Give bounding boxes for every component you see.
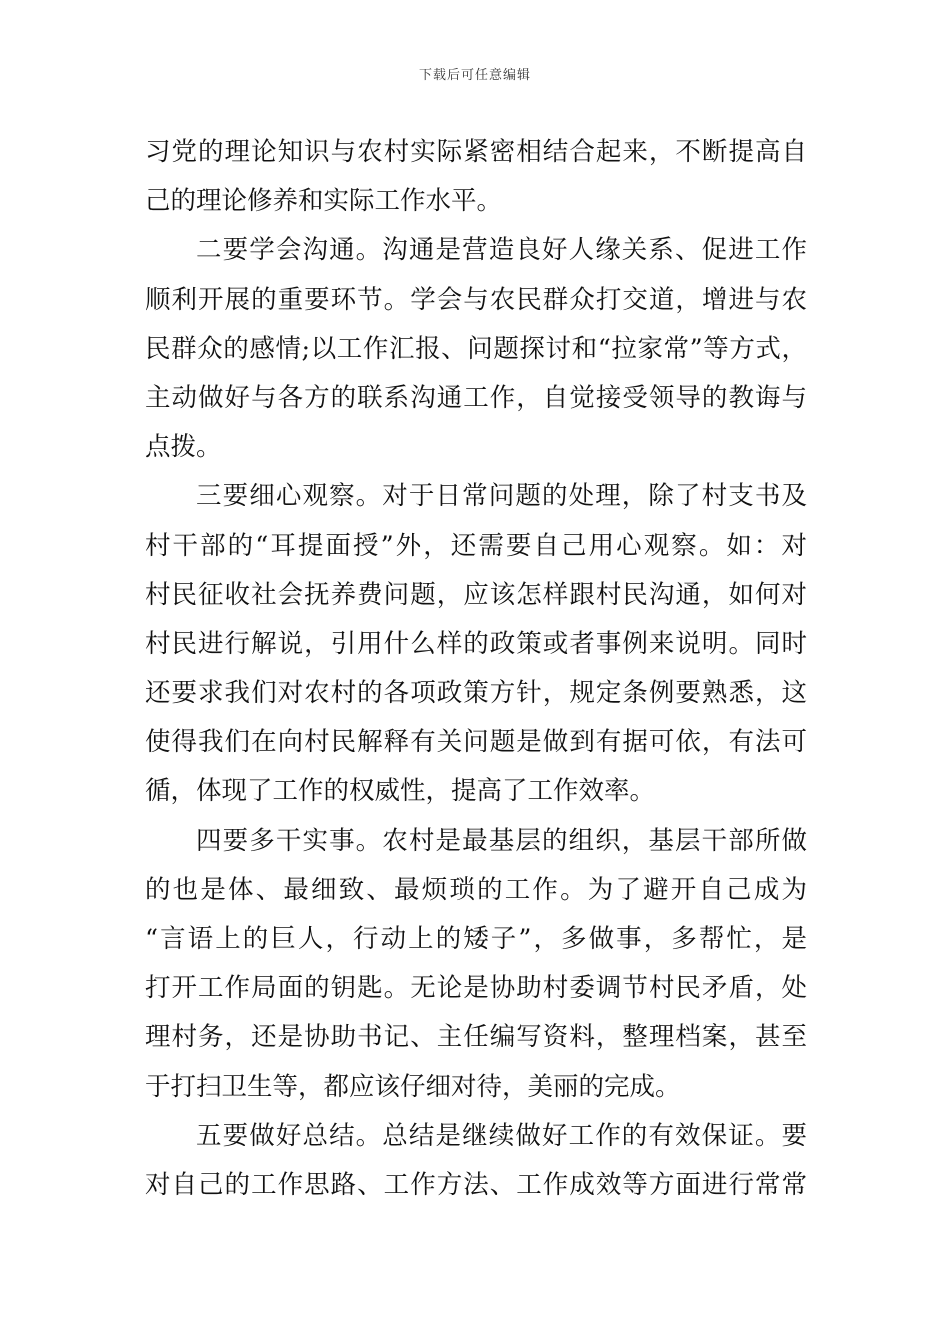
text-line: 村民进行解说，引用什么样的政策或者事例来说明。同时 xyxy=(145,628,807,659)
text-line: 二要学会沟通。沟通是营造良好人缘关系、促进工作 xyxy=(196,235,807,266)
text-line: 点拨。 xyxy=(145,432,222,463)
text-line: 五要做好总结。总结是继续做好工作的有效保证。要 xyxy=(196,1120,807,1151)
text-line: 使得我们在向村民解释有关问题是做到有据可依，有法可 xyxy=(145,727,807,758)
text-line: 对自己的工作思路、工作方法、工作成效等方面进行常常 xyxy=(145,1169,807,1200)
document-body xyxy=(145,128,807,1210)
page-header: 下载后可任意编辑 xyxy=(418,68,531,83)
text-line: 村干部的“耳提面授”外，还需要自己用心观察。如：对 xyxy=(145,530,807,561)
text-line: 主动做好与各方的联系沟通工作，自觉接受领导的教诲与 xyxy=(145,382,807,413)
text-line: 己的理论修养和实际工作水平。 xyxy=(145,186,503,217)
text-line: 还要求我们对农村的各项政策方针，规定条例要熟悉，这 xyxy=(145,678,807,709)
text-line: 顺利开展的重要环节。学会与农民群众打交道，增进与农 xyxy=(145,284,807,315)
text-line: 三要细心观察。对于日常问题的处理，除了村支书及 xyxy=(196,481,807,512)
text-line: 四要多干实事。农村是最基层的组织，基层干部所做 xyxy=(196,825,807,856)
text-line: 民群众的感情;以工作汇报、问题探讨和“拉家常”等方式， xyxy=(145,333,807,364)
text-line: 于打扫卫生等，都应该仔细对待，美丽的完成。 xyxy=(145,1071,681,1102)
text-line: 习党的理论知识与农村实际紧密相结合起来，不断提高自 xyxy=(145,137,807,167)
text-line: 打开工作局面的钥匙。无论是协助村委调节村民矛盾，处 xyxy=(145,973,807,1004)
text-line: 理村务，还是协助书记、主任编写资料，整理档案，甚至 xyxy=(145,1022,807,1053)
text-line: “言语上的巨人，行动上的矮子”，多做事，多帮忙，是 xyxy=(145,924,807,954)
text-line: 循，体现了工作的权威性，提高了工作效率。 xyxy=(145,776,656,807)
text-line: 村民征收社会抚养费问题，应该怎样跟村民沟通，如何对 xyxy=(145,579,807,610)
text-line: 的也是体、最细致、最烦琐的工作。为了避开自己成为 xyxy=(145,874,807,905)
